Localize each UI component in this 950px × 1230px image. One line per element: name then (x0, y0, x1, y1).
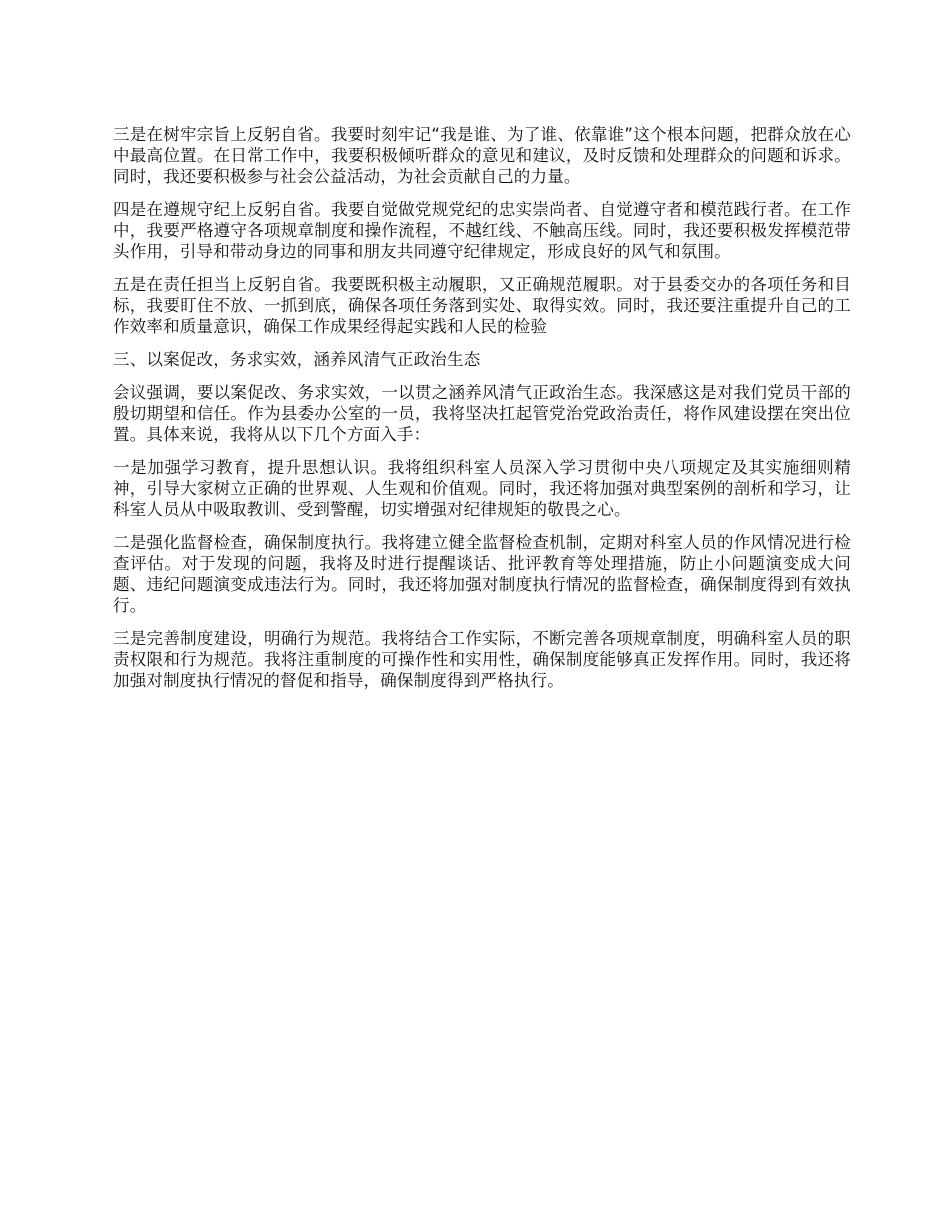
document-page (113, 124, 851, 703)
paragraph-system-building: 三是完善制度建设，明确行为规范。我将结合工作实际，不断完善各项规章制度，明确科室人员的职责权限和行为规范。我将注重制度的可操作性和实用性，确保制度能够真正发挥作用。同时，我还将加强对制度执行情况的督促和指导，确保制度得到严格执行。 (113, 629, 851, 690)
paragraph-reflection-responsibility: 五是在责任担当上反躬自省。我要既积极主动履职，又正确规范履职。对于县委交办的各项任务和目标，我要盯住不放、一抓到底，确保各项任务落到实处、取得实效。同时，我还要注重提升自己的工作效率和质量意识，确保工作成果经得起实践和人民的检验 (113, 275, 851, 336)
paragraph-reflection-discipline: 四是在遵规守纪上反躬自省。我要自觉做党规党纪的忠实崇尚者、自觉遵守者和模范践行者。在工作中，我要严格遵守各项规章制度和操作流程，不越红线、不触高压线。同时，我还要积极发挥模范带头作用，引导和带动身边的同事和朋友共同遵守纪律规定，形成良好的风气和氛围。 (113, 200, 851, 261)
paragraph-reflection-purpose: 三是在树牢宗旨上反躬自省。我要时刻牢记“我是谁、为了谁、依靠谁”这个根本问题，把群众放在心中最高位置。在日常工作中，我要积极倾听群众的意见和建议，及时反馈和处理群众的问题和诉求。同时，我还要积极参与社会公益活动，为社会贡献自己的力量。 (113, 125, 851, 186)
paragraph-meeting-emphasis: 会议强调，要以案促改、务求实效，一以贯之涵养风清气正政治生态。我深感这是对我们党员干部的殷切期望和信任。作为县委办公室的一员，我将坚决扛起管党治党政治责任，将作风建设摆在突出位置。具体来说，我将从以下几个方面入手： (113, 383, 851, 444)
paragraph-supervision: 二是强化监督检查，确保制度执行。我将建立健全监督检查机制，定期对科室人员的作风情况进行检查评估。对于发现的问题，我将及时进行提醒谈话、批评教育等处理措施，防止小问题演变成大问题、违纪问题演变成违法行为。同时，我还将加强对制度执行情况的监督检查，确保制度得到有效执行。 (113, 533, 851, 615)
section-heading: 三、以案促改，务求实效，涵养风清气正政治生态 (113, 350, 481, 369)
paragraph-study-education: 一是加强学习教育，提升思想认识。我将组织科室人员深入学习贯彻中央八项规定及其实施细则精神，引导大家树立正确的世界观、人生观和价值观。同时，我还将加强对典型案例的剖析和学习，让科室人员从中吸取教训、受到警醒，切实增强对纪律规矩的敬畏之心。 (113, 458, 851, 519)
